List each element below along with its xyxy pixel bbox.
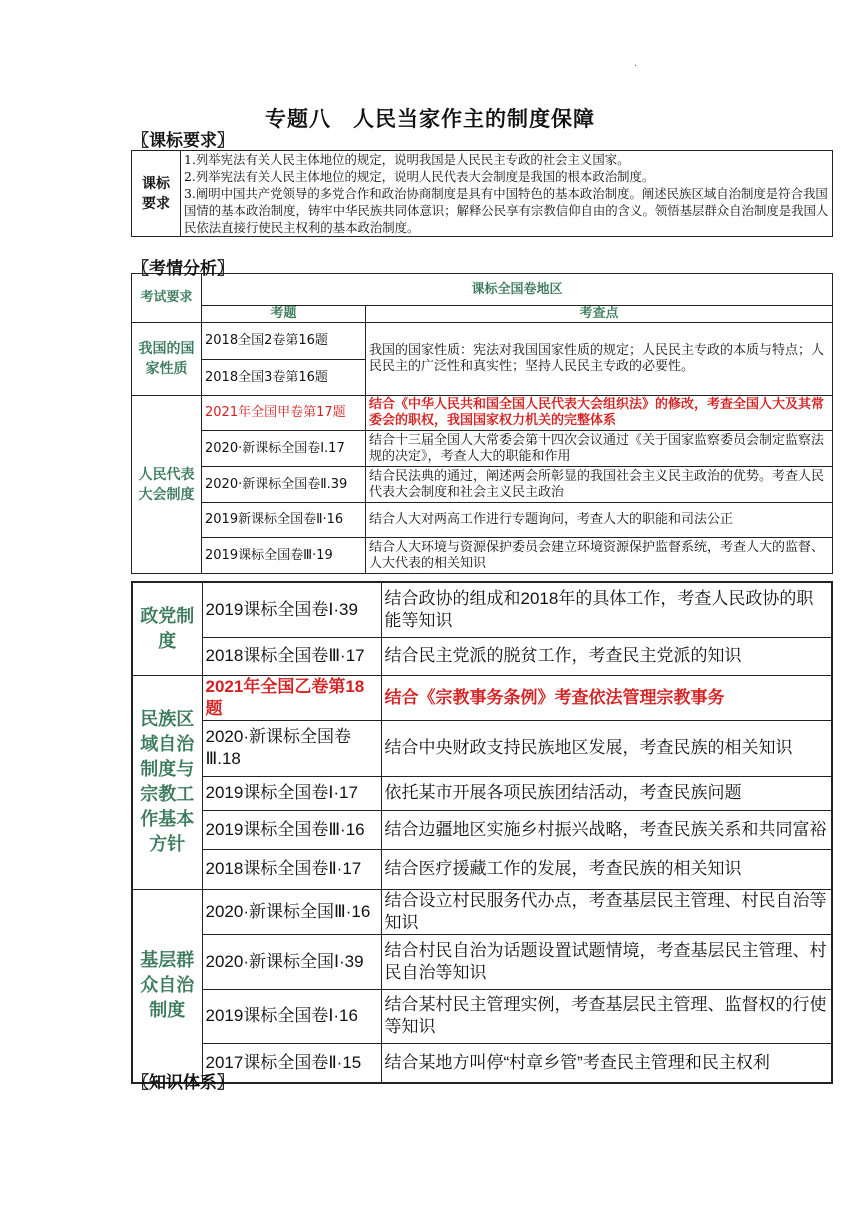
question-cell: 2021年全国乙卷第18题 xyxy=(202,675,381,720)
question-cell: 2018课标全国卷Ⅱ·17 xyxy=(202,849,381,889)
point-cell: 结合村民自治为话题设置试题情境，考查基层民主管理、村民自治等知识 xyxy=(381,934,832,989)
question-cell: 2018全国3卷第16题 xyxy=(202,360,366,396)
course-requirements-table xyxy=(131,150,833,237)
group-label: 我国的国家性质 xyxy=(132,323,202,396)
question-cell: 2019课标全国卷Ⅰ·16 xyxy=(202,989,381,1043)
point-cell: 结合十三届全国人大常委会第十四次会议通过《关于国家监察委员会制定监察法规的决定》，考查人大的职能和作用 xyxy=(366,431,833,467)
question-cell: 2021年全国甲卷第17题 xyxy=(202,396,366,431)
question-cell: 2020·新课标全国卷Ⅰ.17 xyxy=(202,431,366,467)
question-cell: 2020·新课标全国卷Ⅲ.18 xyxy=(202,720,381,776)
head-requirement: 考试要求 xyxy=(132,274,202,323)
question-cell: 2020·新课标全国Ⅲ·16 xyxy=(202,889,381,934)
course-items xyxy=(181,151,833,237)
group-label: 民族区域自治制度与宗教工作基本方针 xyxy=(132,675,202,889)
head-question: 考题 xyxy=(202,306,366,323)
course-label: 课标 要求 xyxy=(132,151,181,237)
group-label: 人民代表大会制度 xyxy=(132,396,202,574)
point-cell: 结合政协的组成和2018年的具体工作，考查人民政协的职能等知识 xyxy=(381,582,832,637)
question-cell: 2018课标全国卷Ⅲ·17 xyxy=(202,637,381,675)
point-cell: 结合设立村民服务代办点，考查基层民主管理、村民自治等知识 xyxy=(381,889,832,934)
group-label: 政党制度 xyxy=(132,582,202,675)
point-cell: 依托某市开展各项民族团结活动，考查民族问题 xyxy=(381,776,832,810)
point-cell: 结合民主党派的脱贫工作，考查民主党派的知识 xyxy=(381,637,832,675)
point-cell: 结合中央财政支持民族地区发展，考查民族的相关知识 xyxy=(381,720,832,776)
exam-analysis-table-bottom xyxy=(131,581,833,1084)
section-exam-heading: 〖考情分析〗 xyxy=(132,259,234,279)
question-cell: 2019课标全国卷Ⅰ·17 xyxy=(202,776,381,810)
question-cell: 2019课标全国卷Ⅰ·39 xyxy=(202,582,381,637)
point-cell: 结合医疗援藏工作的发展，考查民族的相关知识 xyxy=(381,849,832,889)
question-cell: 2019新课标全国卷Ⅱ·16 xyxy=(202,503,366,538)
question-cell: 2019课标全国卷Ⅲ·19 xyxy=(202,538,366,574)
point-cell: 结合人大对两高工作进行专题询问，考查人大的职能和司法公正 xyxy=(366,503,833,538)
group-label: 基层群众自治制度 xyxy=(132,889,202,1083)
question-cell: 2018全国2卷第16题 xyxy=(202,323,366,360)
question-cell: 2019课标全国卷Ⅲ·16 xyxy=(202,810,381,849)
section-course-heading: 〖课标要求〗 xyxy=(132,131,234,151)
point-cell: 我国的国家性质：宪法对我国国家性质的规定；人民民主专政的本质与特点；人民民主的广泛性和真实性；坚持人民民主专政的必要性。 xyxy=(366,323,833,396)
point-cell: 结合某地方叫停“村章乡管”考查民主管理和民主权利 xyxy=(381,1043,832,1083)
section-knowledge-heading: 〖知识体系〗 xyxy=(132,1073,234,1093)
question-cell: 2020·新课标全国卷Ⅱ.39 xyxy=(202,467,366,503)
point-cell: 结合某村民主管理实例，考查基层民主管理、监督权的行使等知识 xyxy=(381,989,832,1043)
head-region: 课标全国卷地区 xyxy=(202,274,833,306)
header-mark: . xyxy=(634,58,638,69)
course-item: 1.列举宪法有关人民主体地位的规定，说明我国是人民民主专政的社会主义国家。 xyxy=(184,152,630,167)
title-name: 人民当家作主的制度保障 xyxy=(353,106,595,131)
course-item: 3.阐明中国共产党领导的多党合作和政治协商制度是具有中国特色的基本政治制度。阐述民族区域自治制度是符合我国国情的基本政治制度，铸牢中华民族共同体意识；解释公民享有宗教信仰自由的含义。领悟基层群众自治制度是我国人民依法直接行使民主权利的基本政治制度。 xyxy=(184,186,829,235)
title-topic: 专题八 xyxy=(265,106,331,131)
question-cell: 2017课标全国卷Ⅱ·15 xyxy=(202,1043,381,1083)
point-cell: 结合《中华人民共和国全国人民代表大会组织法》的修改，考查全国人大及其常委会的职权，我国国家权力机关的完整体系 xyxy=(366,396,833,431)
head-point: 考查点 xyxy=(366,306,833,323)
point-cell: 结合《宗教事务条例》考查依法管理宗教事务 xyxy=(381,675,832,720)
question-cell: 2020·新课标全国Ⅰ·39 xyxy=(202,934,381,989)
point-cell: 结合民法典的通过，阐述两会所彰显的我国社会主义民主政治的优势。考查人民代表大会制度和社会主义民主政治 xyxy=(366,467,833,503)
page-title xyxy=(0,103,860,133)
course-item: 2.列举宪法有关人民主体地位的规定，说明人民代表大会制度是我国的根本政治制度。 xyxy=(184,169,655,184)
point-cell: 结合边疆地区实施乡村振兴战略，考查民族关系和共同富裕 xyxy=(381,810,832,849)
exam-analysis-table-top xyxy=(131,273,833,574)
point-cell: 结合人大环境与资源保护委员会建立环境资源保护监督系统，考查人大的监督、人大代表的相关知识 xyxy=(366,538,833,574)
